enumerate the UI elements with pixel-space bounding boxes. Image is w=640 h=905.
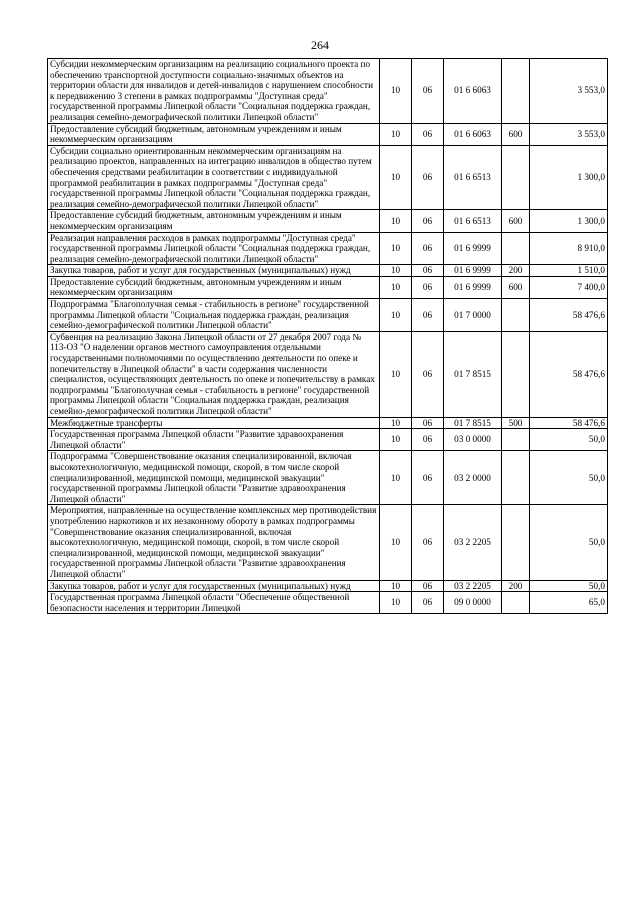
row-description: Закупка товаров, работ и услуг для государственных (муниципальных) нужд [48,265,380,277]
row-subsection: 06 [412,331,444,417]
row-amount: 58 476,6 [530,331,608,417]
row-target-article: 01 6 9999 [444,265,502,277]
table-row [48,232,608,265]
row-description: Подпрограмма "Совершенствование оказания специализированной, включая высокотехнологичную, медицинской помощи, скорой, в том числе скорой специализированной, медицинской помощи, медицинской эвакуации" государственной программы Липецкой области "Развитие здравоохранения Липецкой области" [48,451,380,505]
row-expense-type: 200 [502,580,530,592]
row-target-article: 01 6 6513 [444,145,502,210]
row-description: Мероприятия, направленные на осуществление комплексных мер противодействия употреблению наркотиков и их незаконному обороту в рамках подпрограммы "Совершенствование оказания специализированной, включая высокотехнологичную, медицинской помощи, скорой, в том числе скорой специализированной, медицинской помощи, медицинской эвакуации" государственной программы Липецкой области "Развитие здравоохранения Липецкой области" [48,505,380,580]
row-subsection: 06 [412,276,444,298]
row-amount: 58 476,6 [530,299,608,332]
row-subsection: 06 [412,59,444,124]
row-amount: 1 300,0 [530,210,608,232]
budget-table-body [48,59,608,614]
row-expense-type [502,299,530,332]
row-expense-type: 600 [502,210,530,232]
row-subsection: 06 [412,123,444,145]
row-description: Предоставление субсидий бюджетным, автономным учреждениям и иным некоммерческим организациям [48,123,380,145]
table-row [48,592,608,614]
table-row [48,451,608,505]
row-description: Предоставление субсидий бюджетным, автономным учреждениям и иным некоммерческим организациям [48,210,380,232]
row-expense-type: 500 [502,417,530,429]
row-subsection: 06 [412,210,444,232]
row-description: Реализация направления расходов в рамках подпрограммы "Доступная среда" государственной программы Липецкой области "Социальная поддержка граждан, реализация семейно-демографической политики Липецкой области" [48,232,380,265]
row-description: Закупка товаров, работ и услуг для государственных (муниципальных) нужд [48,580,380,592]
row-expense-type [502,429,530,451]
budget-table [47,58,608,614]
row-section: 10 [380,276,412,298]
row-target-article: 01 6 6063 [444,123,502,145]
row-description: Межбюджетные трансферты [48,417,380,429]
row-target-article: 01 7 8515 [444,331,502,417]
row-subsection: 06 [412,265,444,277]
row-section: 10 [380,429,412,451]
row-amount: 1 510,0 [530,265,608,277]
page-number: 264 [311,38,329,52]
row-expense-type [502,232,530,265]
row-target-article: 01 6 9999 [444,232,502,265]
row-section: 10 [380,265,412,277]
row-expense-type [502,505,530,580]
row-expense-type [502,592,530,614]
row-section: 10 [380,232,412,265]
row-section: 10 [380,505,412,580]
row-target-article: 01 7 8515 [444,417,502,429]
row-description: Государственная программа Липецкой области "Развитие здравоохранения Липецкой области" [48,429,380,451]
row-target-article: 01 6 9999 [444,276,502,298]
table-row [48,210,608,232]
row-target-article: 01 7 0000 [444,299,502,332]
row-section: 10 [380,592,412,614]
row-section: 10 [380,123,412,145]
row-section: 10 [380,580,412,592]
row-target-article: 01 6 6063 [444,59,502,124]
row-subsection: 06 [412,429,444,451]
row-subsection: 06 [412,451,444,505]
table-row [48,331,608,417]
table-row [48,299,608,332]
row-amount: 3 553,0 [530,59,608,124]
row-expense-type: 600 [502,276,530,298]
row-expense-type [502,331,530,417]
row-section: 10 [380,299,412,332]
row-expense-type: 200 [502,265,530,277]
row-subsection: 06 [412,299,444,332]
row-expense-type [502,145,530,210]
row-section: 10 [380,210,412,232]
row-section: 10 [380,417,412,429]
row-expense-type: 600 [502,123,530,145]
table-row [48,417,608,429]
row-description: Субвенция на реализацию Закона Липецкой области от 27 декабря 2007 года № 113-ОЗ "О наделении органов местного самоуправления отдельными государственными полномочиями по осуществлению деятельности по опеке и попечительству в Липецкой области" в части содержания численности специалистов, осуществляющих деятельность по опеке и попечительству в рамках подпрограммы "Благополучная семья - стабильность в регионе" государственной программы Липецкой области "Социальная поддержка граждан, реализация семейно-демографической политики Липецкой области" [48,331,380,417]
row-subsection: 06 [412,417,444,429]
table-row [48,59,608,124]
row-description: Предоставление субсидий бюджетным, автономным учреждениям и иным некоммерческим организациям [48,276,380,298]
row-description: Подпрограмма "Благополучная семья - стабильность в регионе" государственной программы Липецкой области "Социальная поддержка граждан, реализация семейно-демографической политики Липецкой области" [48,299,380,332]
row-description: Субсидии некоммерческим организациям на реализацию социального проекта по обеспечению транспортной доступности социально-значимых объектов на территории области для инвалидов и детей-инвалидов с нарушением способности к передвижению 3 степени в рамках подпрограммы "Доступная среда" государственной программы Липецкой области "Социальная поддержка граждан, реализация семейно-демографической политики Липецкой области" [48,59,380,124]
row-amount: 50,0 [530,580,608,592]
table-row [48,123,608,145]
row-subsection: 06 [412,145,444,210]
table-row [48,429,608,451]
row-target-article: 03 2 2205 [444,505,502,580]
table-row [48,580,608,592]
row-subsection: 06 [412,505,444,580]
row-expense-type [502,59,530,124]
row-target-article: 03 2 2205 [444,580,502,592]
table-row [48,265,608,277]
row-target-article: 09 0 0000 [444,592,502,614]
table-row [48,276,608,298]
row-amount: 8 910,0 [530,232,608,265]
row-description: Субсидии социально ориентированным некоммерческим организациям на реализацию проектов, направленных на интеграцию инвалидов в общество путем обеспечения средствами реабилитации в соответствии с индивидуальной программой реабилитации в рамках подпрограммы "Доступная среда" государственной программы Липецкой области "Социальная поддержка граждан, реализация семейно-демографической политики Липецкой области" [48,145,380,210]
row-amount: 65,0 [530,592,608,614]
row-section: 10 [380,145,412,210]
row-amount: 7 400,0 [530,276,608,298]
row-target-article: 03 2 0000 [444,451,502,505]
row-amount: 1 300,0 [530,145,608,210]
row-amount: 50,0 [530,429,608,451]
row-amount: 58 476,6 [530,417,608,429]
row-subsection: 06 [412,232,444,265]
row-target-article: 01 6 6513 [444,210,502,232]
row-amount: 50,0 [530,451,608,505]
table-row [48,145,608,210]
row-expense-type [502,451,530,505]
row-target-article: 03 0 0000 [444,429,502,451]
row-description: Государственная программа Липецкой области "Обеспечение общественной безопасности населения и территории Липецкой [48,592,380,614]
row-section: 10 [380,451,412,505]
row-subsection: 06 [412,580,444,592]
row-subsection: 06 [412,592,444,614]
row-amount: 50,0 [530,505,608,580]
row-amount: 3 553,0 [530,123,608,145]
row-section: 10 [380,331,412,417]
table-row [48,505,608,580]
row-section: 10 [380,59,412,124]
